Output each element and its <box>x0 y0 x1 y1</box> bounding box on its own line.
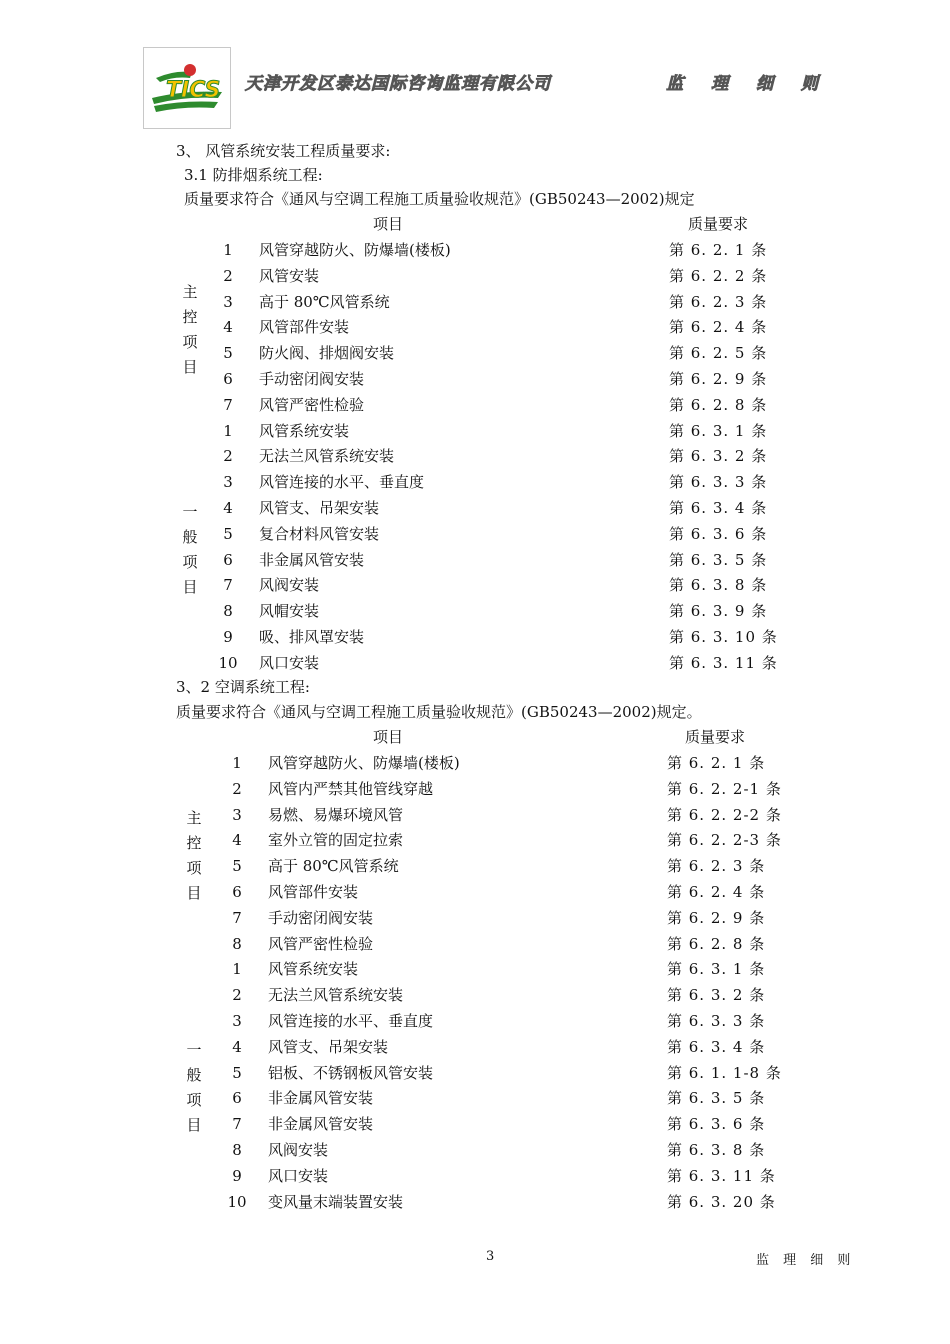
group-label-char: 般 <box>182 527 198 546</box>
group-label-main-control <box>180 280 200 380</box>
svg-text:TICS: TICS <box>166 78 221 103</box>
company-name: 天津开发区泰达国际咨询监理有限公司 <box>245 74 551 94</box>
row-number: 10 <box>218 653 238 672</box>
row-requirement: 第 6. 3. 2 条 <box>669 447 768 466</box>
page-number: 3 <box>486 1249 495 1264</box>
row-item: 风阀安装 <box>268 1141 329 1159</box>
row-number: 3 <box>223 473 233 492</box>
row-item: 非金属风管安装 <box>268 1089 374 1108</box>
row-item: 风管内严禁其他管线穿越 <box>268 779 434 798</box>
row-requirement: 第 6. 2. 5 条 <box>669 344 768 363</box>
group-label-general <box>184 1038 204 1138</box>
row-item: 无法兰风管系统安装 <box>259 447 395 466</box>
row-number: 1 <box>232 960 242 979</box>
row-item: 高于 80℃风管系统 <box>259 292 390 311</box>
row-requirement: 第 6. 2. 3 条 <box>667 857 766 876</box>
group-label-char: 项 <box>182 333 198 352</box>
tics-logo-icon <box>144 48 230 128</box>
column-header-item: 项目 <box>373 728 404 746</box>
group-label-char: 项 <box>186 1091 202 1110</box>
row-number: 7 <box>223 395 233 414</box>
group-label-char: 目 <box>186 1116 202 1135</box>
section-heading: 3、 风管系统安装工程质量要求: <box>176 142 391 160</box>
row-item: 风口安装 <box>259 653 320 672</box>
row-requirement: 第 6. 3. 20 条 <box>667 1192 776 1211</box>
row-number: 5 <box>232 857 242 876</box>
group-label-char: 目 <box>182 358 198 377</box>
row-requirement: 第 6. 3. 8 条 <box>669 576 768 595</box>
subsection-title-3-1: 3.1 防排烟系统工程: <box>184 166 323 184</box>
row-item: 风阀安装 <box>259 576 320 595</box>
row-requirement: 第 6. 2. 4 条 <box>669 318 768 337</box>
group-label-char: 控 <box>182 308 198 327</box>
row-requirement: 第 6. 2. 4 条 <box>667 883 766 901</box>
row-number: 7 <box>232 908 242 927</box>
row-number: 4 <box>232 1037 242 1056</box>
row-item: 手动密闭阀安装 <box>268 908 374 927</box>
row-requirement: 第 6. 3. 11 条 <box>667 1166 776 1185</box>
row-item: 非金属风管安装 <box>259 550 365 569</box>
row-requirement: 第 6. 2. 3 条 <box>669 292 768 311</box>
row-item: 风管支、吊架安装 <box>268 1037 389 1056</box>
row-requirement: 第 6. 2. 1 条 <box>667 754 766 772</box>
row-number: 5 <box>223 524 233 543</box>
group-label-char: 控 <box>186 834 202 853</box>
row-item: 风管穿越防火、防爆墙(楼板) <box>268 754 460 772</box>
row-number: 7 <box>232 1115 242 1134</box>
row-item: 风管部件安装 <box>259 318 350 337</box>
group-label-char: 主 <box>182 283 198 302</box>
row-requirement: 第 6. 3. 5 条 <box>667 1089 766 1108</box>
row-number: 6 <box>223 370 233 388</box>
row-requirement: 第 6. 2. 2-2 条 <box>667 805 782 824</box>
row-requirement: 第 6. 2. 1 条 <box>669 241 768 259</box>
row-item: 风管系统安装 <box>268 960 359 979</box>
row-number: 3 <box>232 1012 242 1030</box>
row-item: 无法兰风管系统安装 <box>268 986 404 1005</box>
row-requirement: 第 6. 3. 2 条 <box>667 986 766 1005</box>
row-requirement: 第 6. 2. 2-1 条 <box>667 779 782 798</box>
group-label-char: 般 <box>186 1066 202 1085</box>
row-requirement: 第 6. 1. 1-8 条 <box>667 1063 782 1082</box>
row-item: 铝板、不锈钢板风管安装 <box>268 1063 434 1082</box>
row-number: 2 <box>223 447 233 466</box>
row-requirement: 第 6. 2. 2-3 条 <box>667 831 782 850</box>
row-requirement: 第 6. 3. 3 条 <box>669 473 768 492</box>
column-header-item: 项目 <box>373 215 404 233</box>
group-label-main-control <box>184 806 204 906</box>
group-label-char: 主 <box>186 809 202 828</box>
row-requirement: 第 6. 3. 8 条 <box>667 1141 766 1159</box>
row-requirement: 第 6. 3. 5 条 <box>669 550 768 569</box>
header-doc-type: 监 理 细 则 <box>666 74 829 94</box>
row-requirement: 第 6. 3. 1 条 <box>669 421 768 440</box>
row-number: 9 <box>223 628 233 646</box>
row-item: 风管系统安装 <box>259 421 350 440</box>
group-label-general <box>180 500 200 600</box>
row-item: 手动密闭阀安装 <box>259 370 365 388</box>
row-number: 9 <box>232 1166 242 1185</box>
row-item: 风口安装 <box>268 1166 329 1185</box>
row-number: 4 <box>223 499 233 517</box>
row-item: 风帽安装 <box>259 602 320 621</box>
group-label-char: 项 <box>182 552 198 571</box>
row-number: 1 <box>223 241 233 259</box>
group-label-char: 一 <box>186 1041 202 1060</box>
row-item: 易燃、易爆环境风管 <box>268 805 404 824</box>
row-item: 吸、排风罩安装 <box>259 628 365 646</box>
row-number: 7 <box>223 576 233 595</box>
row-number: 8 <box>232 1141 242 1159</box>
row-requirement: 第 6. 3. 3 条 <box>667 1012 766 1030</box>
group-label-char: 目 <box>186 884 202 903</box>
column-header-requirement: 质量要求 <box>685 728 746 746</box>
row-item: 风管穿越防火、防爆墙(楼板) <box>259 241 451 259</box>
row-number: 5 <box>223 344 233 363</box>
row-item: 变风量末端装置安装 <box>268 1192 404 1211</box>
row-requirement: 第 6. 2. 9 条 <box>669 370 768 388</box>
row-requirement: 第 6. 3. 1 条 <box>667 960 766 979</box>
page-header <box>143 47 833 129</box>
row-item: 非金属风管安装 <box>268 1115 374 1134</box>
row-number: 2 <box>232 986 242 1005</box>
row-number: 1 <box>223 421 233 440</box>
row-number: 4 <box>223 318 233 337</box>
company-logo <box>143 47 231 129</box>
row-number: 2 <box>223 266 233 285</box>
row-requirement: 第 6. 2. 8 条 <box>667 934 766 953</box>
row-requirement: 第 6. 2. 2 条 <box>669 266 768 285</box>
row-item: 防火阀、排烟阀安装 <box>259 344 395 363</box>
row-number: 10 <box>227 1192 247 1211</box>
group-label-char: 项 <box>186 859 202 878</box>
row-requirement: 第 6. 3. 6 条 <box>667 1115 766 1134</box>
row-number: 5 <box>232 1063 242 1082</box>
row-requirement: 第 6. 2. 8 条 <box>669 395 768 414</box>
row-number: 6 <box>232 1089 242 1108</box>
row-item: 复合材料风管安装 <box>259 524 380 543</box>
row-number: 8 <box>223 602 233 621</box>
group-label-char: 目 <box>182 577 198 596</box>
row-number: 6 <box>223 550 233 569</box>
row-requirement: 第 6. 2. 9 条 <box>667 908 766 927</box>
row-item: 风管支、吊架安装 <box>259 499 380 517</box>
group-label-char: 一 <box>182 502 198 521</box>
row-item: 室外立管的固定拉索 <box>268 831 404 850</box>
subsection-note-3-1: 质量要求符合《通风与空调工程施工质量验收规范》(GB50243—2002)规定 <box>184 190 695 208</box>
row-item: 风管连接的水平、垂直度 <box>259 473 425 492</box>
footer-doc-type: 监 理 细 则 <box>756 1253 856 1268</box>
row-item: 高于 80℃风管系统 <box>268 857 399 876</box>
row-number: 2 <box>232 779 242 798</box>
row-requirement: 第 6. 3. 6 条 <box>669 524 768 543</box>
row-requirement: 第 6. 3. 11 条 <box>669 653 778 672</box>
row-number: 3 <box>232 805 242 824</box>
row-requirement: 第 6. 3. 9 条 <box>669 602 768 621</box>
row-number: 4 <box>232 831 242 850</box>
subsection-title-3-2: 3、2 空调系统工程: <box>176 678 310 696</box>
row-item: 风管连接的水平、垂直度 <box>268 1012 434 1030</box>
row-number: 3 <box>223 292 233 311</box>
row-item: 风管安装 <box>259 266 320 285</box>
row-number: 6 <box>232 883 242 901</box>
row-number: 1 <box>232 754 242 772</box>
row-requirement: 第 6. 3. 10 条 <box>669 628 778 646</box>
row-item: 风管严密性检验 <box>259 395 365 414</box>
row-number: 8 <box>232 934 242 953</box>
row-item: 风管严密性检验 <box>268 934 374 953</box>
subsection-note-3-2: 质量要求符合《通风与空调工程施工质量验收规范》(GB50243—2002)规定。 <box>176 703 702 721</box>
column-header-requirement: 质量要求 <box>688 215 749 233</box>
row-requirement: 第 6. 3. 4 条 <box>667 1037 766 1056</box>
row-item: 风管部件安装 <box>268 883 359 901</box>
row-requirement: 第 6. 3. 4 条 <box>669 499 768 517</box>
